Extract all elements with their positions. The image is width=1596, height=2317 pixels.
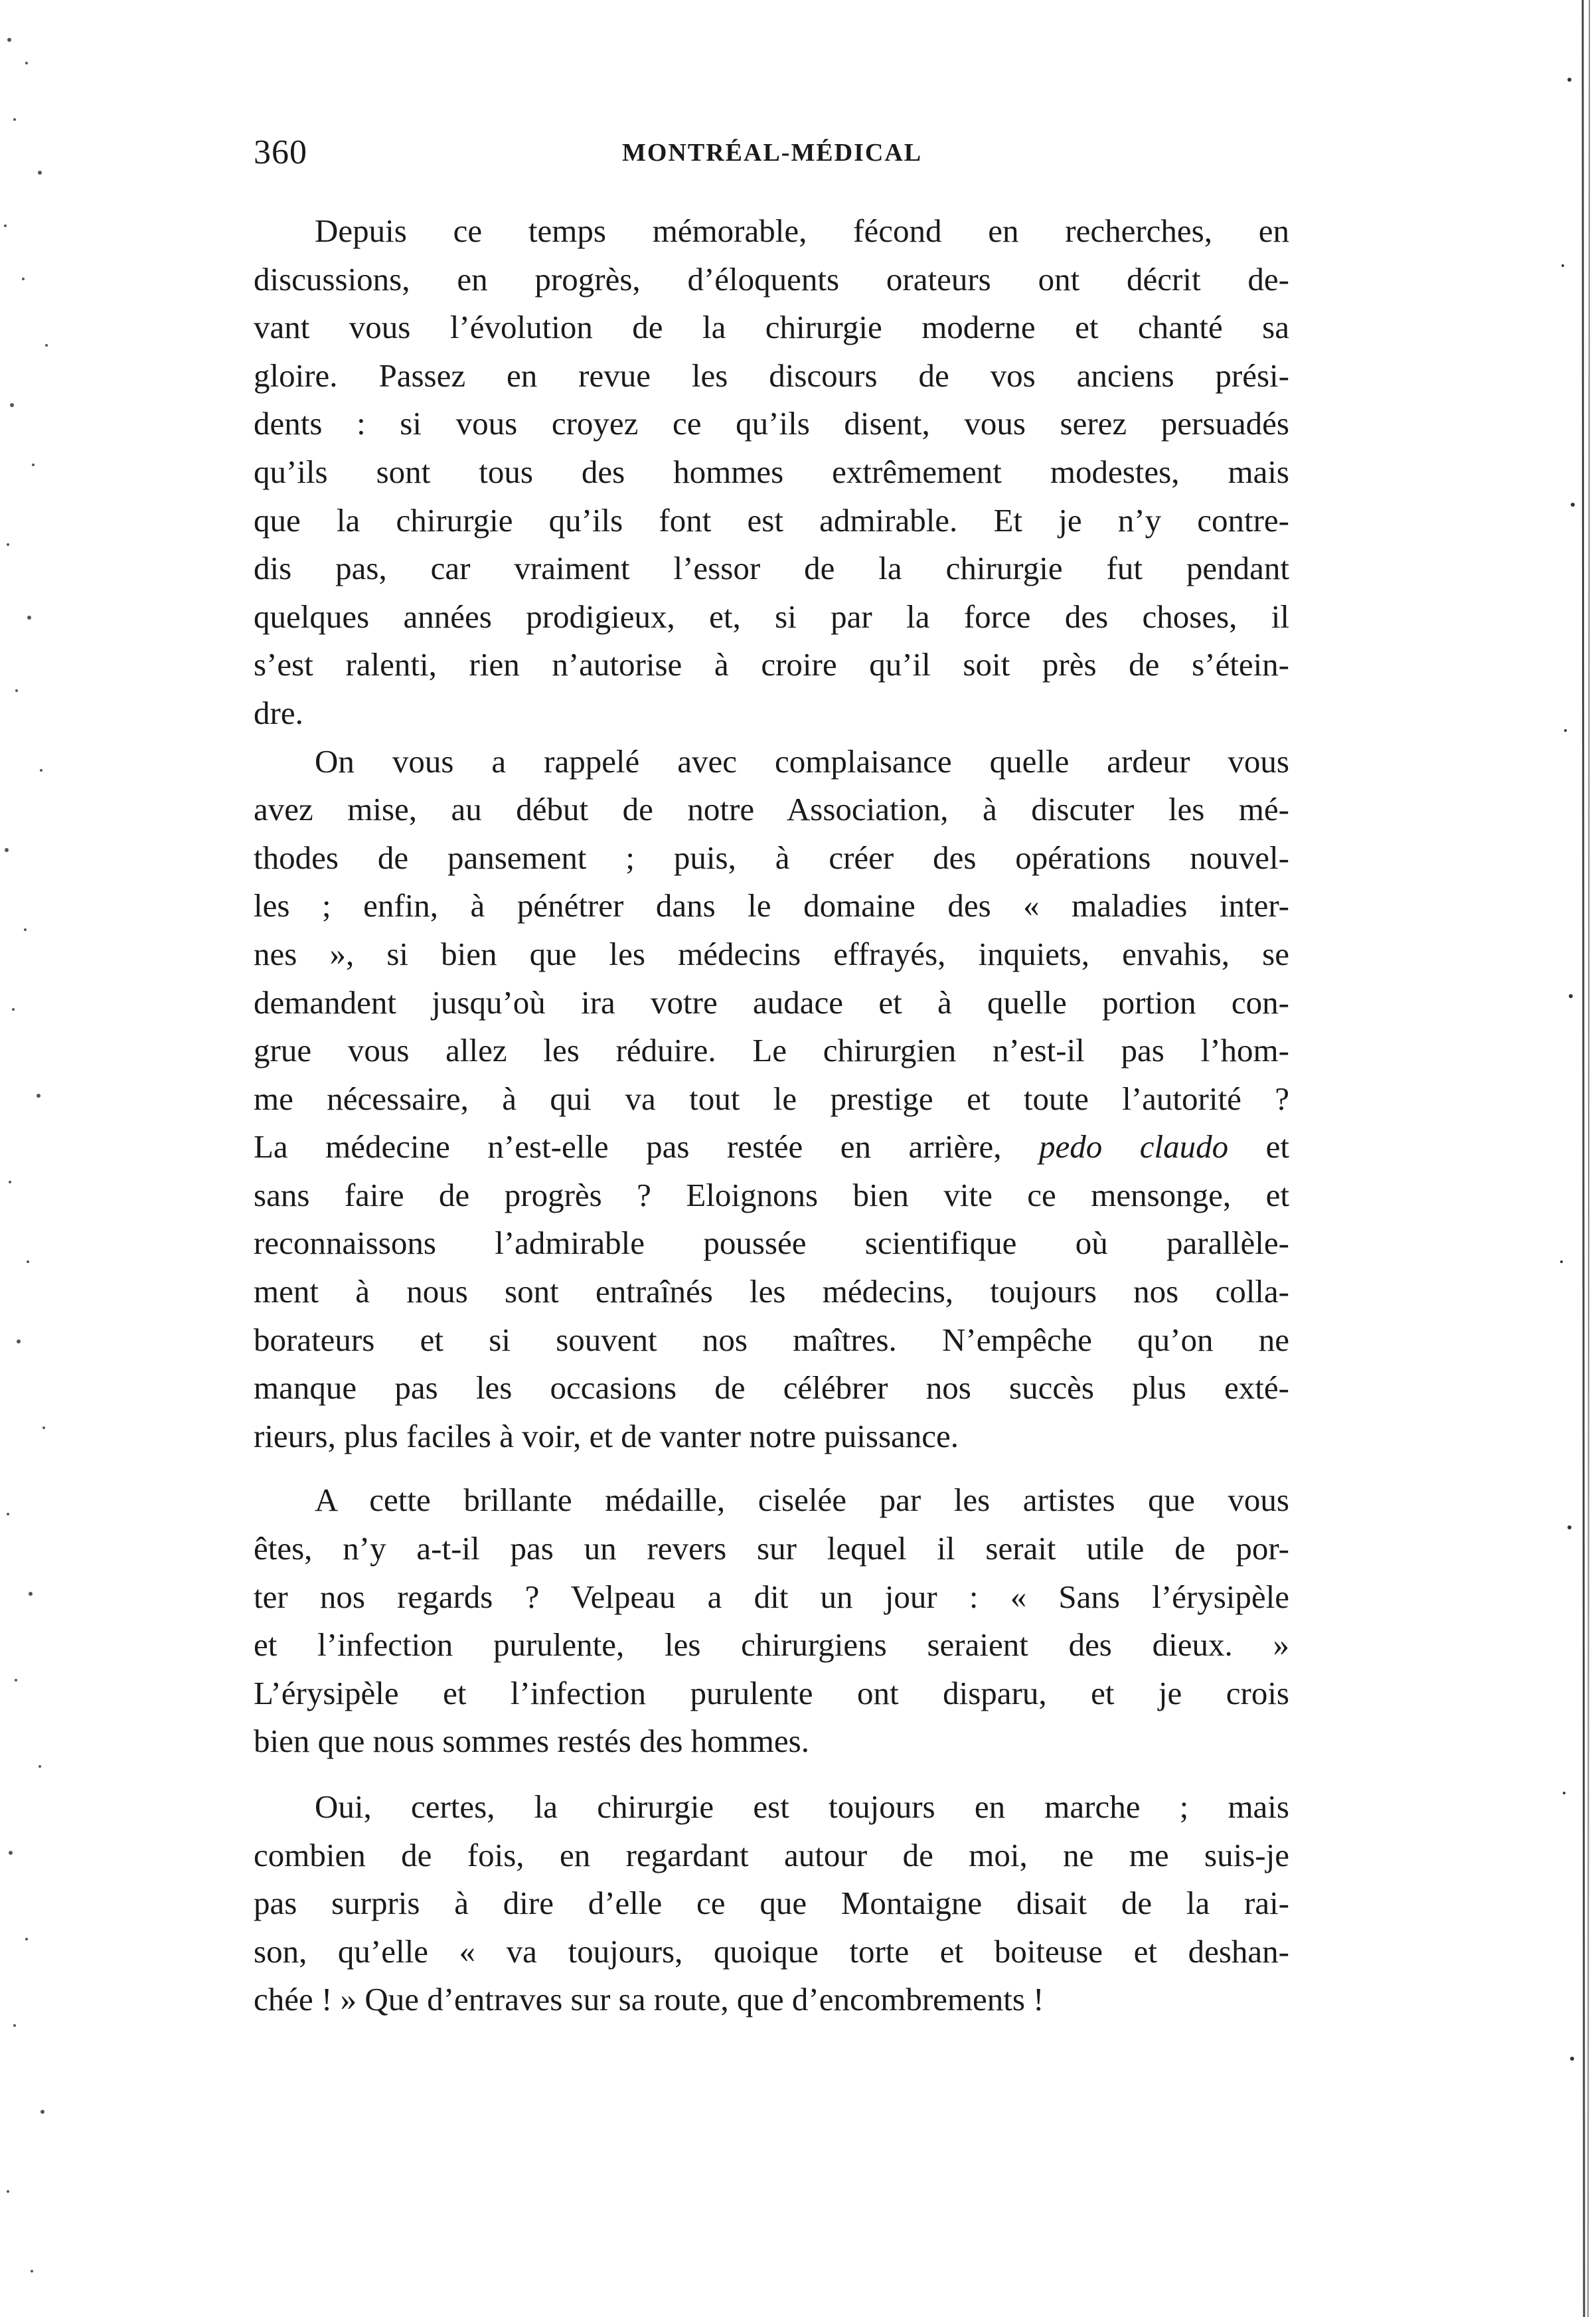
text-line: rieurs, plus faciles à voir, et de vanter notre puissance. (254, 1417, 959, 1454)
text-line: ter nos regards ? Velpeau a dit un jour : « Sans l’érysipèle (254, 1578, 1289, 1615)
text-line: discussions, en progrès, d’éloquents orateurs ont décrit de- (254, 260, 1289, 298)
text-line: qu’ils sont tous des hommes extrêmement modestes, mais (254, 453, 1289, 490)
text-line: dis pas, car vraiment l’essor de la chirurgie fut pendant (254, 550, 1289, 587)
text-line: ment à nous sont entraînés les médecins, toujours nos colla- (254, 1273, 1289, 1310)
text-line: demandent jusqu’où ira votre audace et à quelle portion con- (254, 984, 1289, 1021)
page-edge-noise-left (0, 0, 73, 2317)
text-line: manque pas les occasions de célébrer nos succès plus exté- (254, 1369, 1289, 1407)
text-line: vant vous l’évolution de la chirurgie moderne et chanté sa (254, 309, 1289, 346)
text-line: gloire. Passez en revue les discours de vos anciens prési- (254, 357, 1289, 394)
text-line: Oui, certes, la chirurgie est toujours en marche ; mais (315, 1788, 1289, 1825)
paragraph (254, 1476, 1289, 1766)
paragraph (254, 738, 1289, 1461)
text-line: bien que nous sommes restés des hommes. (254, 1723, 809, 1760)
text-line: grue vous allez les réduire. Le chirurgien n’est-il pas l’hom- (254, 1032, 1289, 1069)
paragraph (254, 1783, 1289, 2024)
text-line: borateurs et si souvent nos maîtres. N’empêche qu’on ne (254, 1321, 1289, 1358)
text-line: combien de fois, en regardant autour de moi, ne me suis-je (254, 1836, 1289, 1873)
text-line: Depuis ce temps mémorable, fécond en recherches, en (315, 213, 1289, 249)
text-line: quelques années prodigieux, et, si par la force des choses, il (254, 598, 1289, 635)
text-line: avez mise, au début de notre Association, à discuter les mé- (254, 791, 1289, 828)
paragraph (254, 207, 1289, 738)
text-line: nes », si bien que les médecins effrayés, inquiets, envahis, se (254, 935, 1289, 972)
page-header (254, 133, 1289, 179)
text-line: me nécessaire, à qui va tout le prestige et toute l’autorité ? (254, 1080, 1289, 1117)
text-line: sans faire de progrès ? Eloignons bien vite ce mensonge, et (254, 1176, 1289, 1213)
text-line: son, qu’elle « va toujours, quoique torte et boiteuse et deshan- (254, 1932, 1289, 1970)
page-number: 360 (254, 133, 307, 171)
page-edge-noise-right (1550, 0, 1596, 2317)
text-line: reconnaissons l’admirable poussée scientifique où parallèle- (254, 1225, 1289, 1262)
text-line: On vous a rappelé avec complaisance quelle ardeur vous (315, 742, 1289, 780)
text-line: êtes, n’y a-t-il pas un revers sur lequel il serait utile de por- (254, 1530, 1289, 1567)
text-line: dents : si vous croyez ce qu’ils disent, vous serez persuadés (254, 405, 1289, 442)
text-line: L’érysipèle et l’infection purulente ont disparu, et je crois (254, 1674, 1289, 1711)
text-line: s’est ralenti, rien n’autorise à croire qu’il soit près de s’étein- (254, 646, 1289, 683)
text-line: que la chirurgie qu’ils font est admirable. Et je n’y contre- (254, 501, 1289, 539)
text-line: les ; enfin, à pénétrer dans le domaine des « maladies inter- (254, 887, 1289, 924)
text-line: pas surpris à dire d’elle ce que Montaigne disait de la rai- (254, 1885, 1289, 1922)
text-line: A cette brillante médaille, ciselée par les artistes que vous (315, 1482, 1289, 1519)
text-line: dre. (254, 694, 303, 731)
text-line: et l’infection purulente, les chirurgiens seraient des dieux. » (254, 1626, 1289, 1664)
body-text (254, 207, 1289, 2024)
running-title: MONTRÉAL-MÉDICAL (622, 139, 923, 167)
text-line: thodes de pansement ; puis, à créer des opérations nouvel- (254, 839, 1289, 876)
latin-phrase: pedo claudo (1039, 1128, 1229, 1165)
text-line: chée ! » Que d’entraves sur sa route, que d’encombrements ! (254, 1981, 1044, 2018)
text-line: La médecine n’est-elle pas restée en arrière, pedo claudo et (254, 1128, 1289, 1165)
